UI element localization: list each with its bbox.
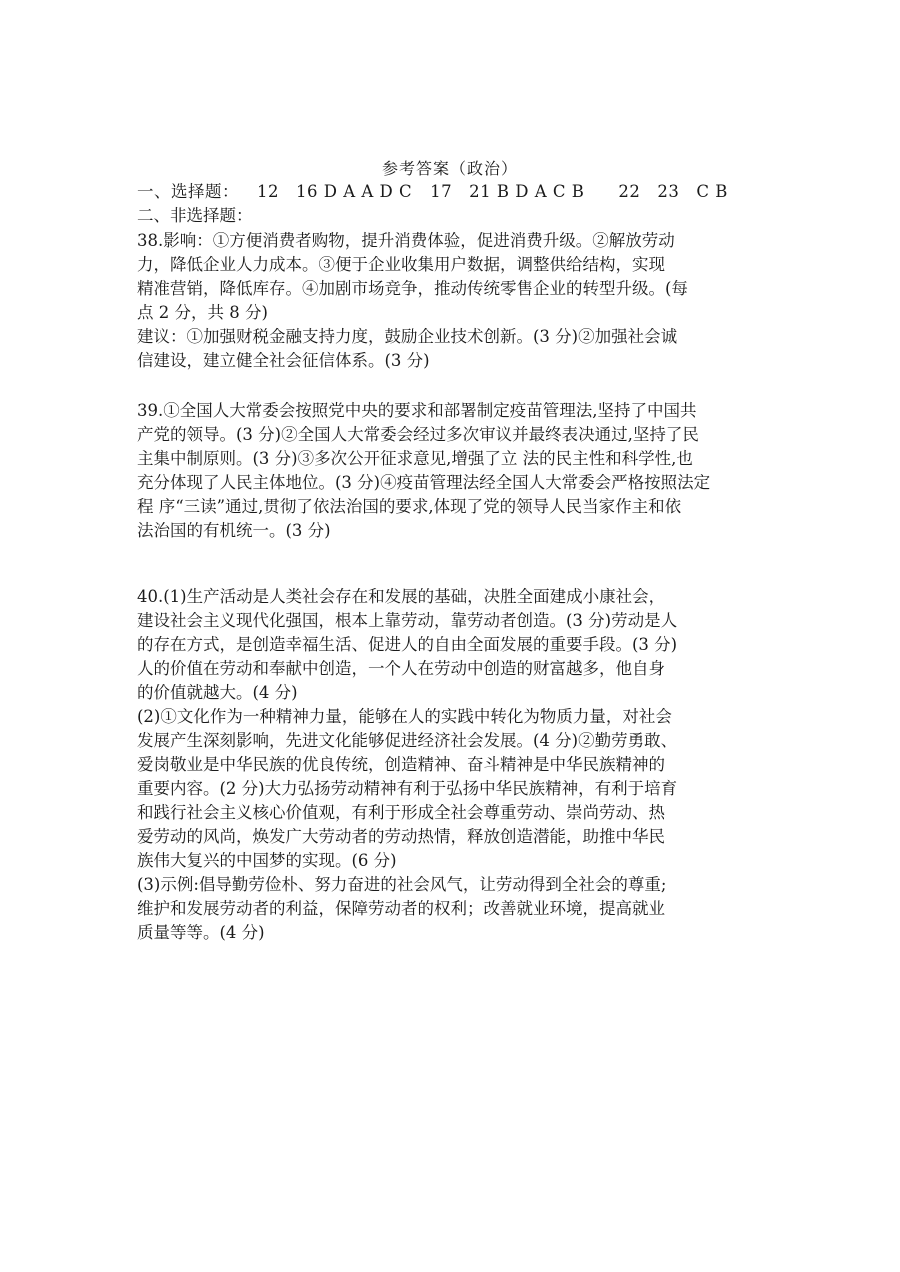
q38-suggestion-line: 建议：①加强财税金融支持力度，鼓励企业技术创新。(3 分)②加强社会诚 xyxy=(137,327,678,346)
choice-group-2: 17 21 B D A C B xyxy=(430,182,585,201)
q40-part2-line: 爱劳动的风尚，焕发广大劳动者的劳动热情，释放创造潜能，助推中华民 xyxy=(137,827,665,846)
q38-line: 点 2 分，共 8 分) xyxy=(137,303,268,322)
q39-line: 程 序“三读”通过,贯彻了依法治国的要求,体现了党的领导人民当家作主和依 xyxy=(137,497,682,516)
q39-line: 主集中制原则。(3 分)③多次公开征求意见,增强了立 法的民主性和科学性,也 xyxy=(137,449,693,468)
page-title: 参考答案（政治） xyxy=(381,159,518,178)
q39-line: 法治国的有机统一。(3 分) xyxy=(137,521,331,540)
q40-part1-line: 的价值就越大。(4 分) xyxy=(137,683,298,702)
q40-part3-line: (3)示例:倡导勤劳俭朴、努力奋进的社会风气，让劳动得到全社会的尊重; xyxy=(137,875,667,894)
section-1-label: 一、选择题： xyxy=(137,182,239,201)
q38-suggestion-line: 信建设，建立健全社会征信体系。(3 分) xyxy=(137,351,430,370)
q40-part2-line: (2)①文化作为一种精神力量，能够在人的实践中转化为物质力量，对社会 xyxy=(137,707,672,726)
q39-line: 充分体现了人民主体地位。(3 分)④疫苗管理法经全国人大常委会严格按照法定 xyxy=(137,473,711,492)
choice-group-1: 12 16 D A A D C xyxy=(257,182,413,201)
q40-part1-line: 建设社会主义现代化强国，根本上靠劳动，靠劳动者创造。(3 分)劳动是人 xyxy=(137,611,678,630)
q40-part2-line: 发展产生深刻影响，先进文化能够促进经济社会发展。(4 分)②勤劳勇敢、 xyxy=(137,731,678,750)
q40-part2-line: 重要内容。(2 分)大力弘扬劳动精神有利于弘扬中华民族精神，有利于培育 xyxy=(137,779,678,798)
multiple-choice-answers xyxy=(137,181,777,203)
section-2-label: 二、非选择题： xyxy=(137,206,253,225)
q39-line: 产党的领导。(3 分)②全国人大常委会经过多次审议并最终表决通过,坚持了民 xyxy=(137,425,699,444)
q39-line: 39.①全国人大常委会按照党中央的要求和部署制定疫苗管理法,坚持了中国共 xyxy=(137,401,697,420)
q38-line: 精准营销，降低库存。④加剧市场竞争，推动传统零售企业的转型升级。(每 xyxy=(137,279,688,298)
q40-part1-line: 人的价值在劳动和奉献中创造，一个人在劳动中创造的财富越多，他自身 xyxy=(137,659,665,678)
choice-group-3: 22 23 C B xyxy=(618,182,728,201)
q40-part3-line: 质量等等。(4 分) xyxy=(137,923,265,942)
q38-line: 力，降低企业人力成本。③便于企业收集用户数据，调整供给结构，实现 xyxy=(137,255,665,274)
q40-part2-line: 爱岗敬业是中华民族的优良传统，创造精神、奋斗精神是中华民族精神的 xyxy=(137,755,665,774)
q40-part2-line: 族伟大复兴的中国梦的实现。(6 分) xyxy=(137,851,397,870)
q40-part3-line: 维护和发展劳动者的利益，保障劳动者的权利；改善就业环境，提高就业 xyxy=(137,899,665,918)
q40-part1-line: 40.(1)生产活动是人类社会存在和发展的基础，决胜全面建成小康社会， xyxy=(137,587,666,606)
q38-line: 38.影响：①方便消费者购物，提升消费体验，促进消费升级。②解放劳动 xyxy=(137,231,675,250)
q40-part1-line: 的存在方式，是创造幸福生活、促进人的自由全面发展的重要手段。(3 分) xyxy=(137,635,678,654)
q40-part2-line: 和践行社会主义核心价值观，有利于形成全社会尊重劳动、崇尚劳动、热 xyxy=(137,803,665,822)
